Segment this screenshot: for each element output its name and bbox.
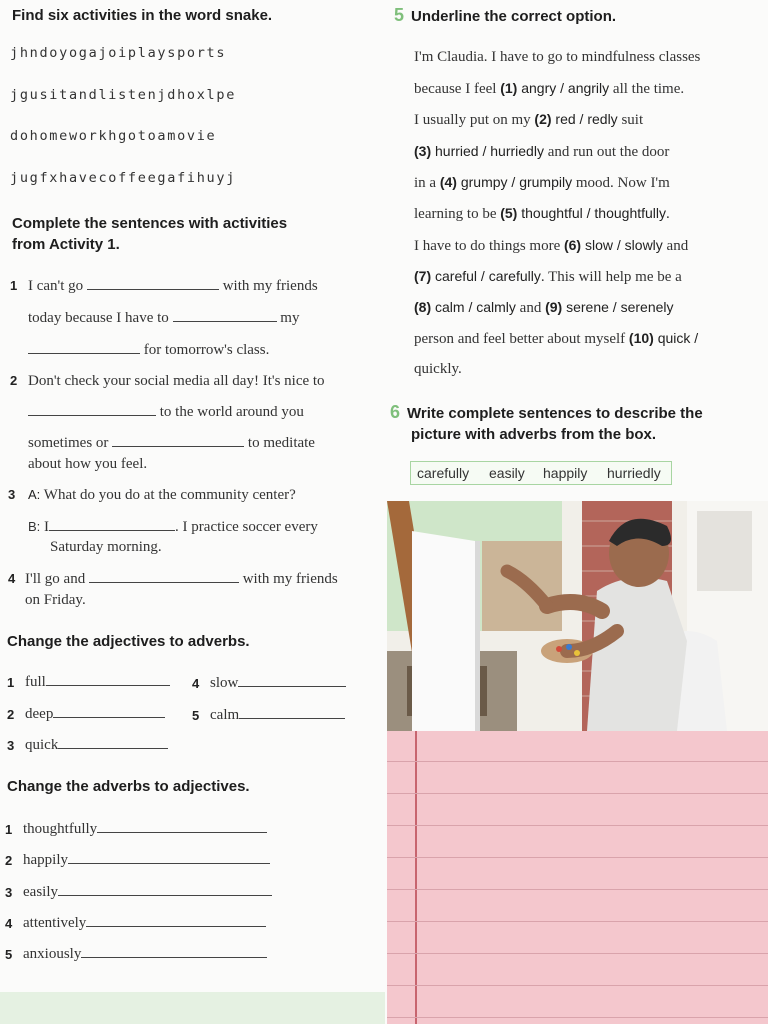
para-text: I have to do things more: [414, 238, 564, 254]
answer-blank[interactable]: [97, 821, 267, 833]
word-box-item: hurriedly: [607, 465, 661, 481]
para-line-1: [414, 49, 700, 66]
gap-number: (3): [414, 143, 432, 159]
para-text: suit: [617, 112, 644, 128]
sentence-2-line3: [28, 434, 315, 452]
sentence-text: with my friends: [222, 278, 318, 294]
para-text: I'm Claudia. I have to go to mindfulness classes: [414, 49, 701, 65]
sentence-1-line1: [28, 277, 318, 295]
ruled-line: [387, 857, 768, 858]
answer-blank[interactable]: [68, 852, 270, 864]
adverb-word: attentively: [23, 915, 87, 931]
item-number: 1: [10, 278, 18, 293]
answer-blank[interactable]: [86, 915, 266, 927]
answer-blank[interactable]: [49, 519, 175, 531]
item-number: 4: [5, 916, 13, 931]
activity5-title: [394, 5, 616, 27]
para-text: and: [515, 300, 546, 316]
para-text: because I feel: [414, 81, 501, 97]
word-box-item: carefully: [417, 465, 470, 481]
activity6-title: [390, 402, 703, 424]
para-line-5: [414, 174, 670, 192]
sentence-text: I'll go and: [25, 571, 86, 587]
answer-blank[interactable]: [173, 310, 277, 322]
para-text: and run out the door: [543, 144, 670, 160]
answer-blank[interactable]: [112, 435, 244, 447]
item-number: 4: [8, 571, 16, 586]
sentence-text: my: [280, 310, 300, 326]
adverb-word-box: [410, 461, 672, 485]
speaker-b-label: B:: [28, 519, 41, 534]
answer-blank[interactable]: [58, 737, 168, 749]
gap-number: (9): [545, 299, 563, 315]
option-choice[interactable]: red / redly: [551, 111, 618, 127]
item-number: 1: [7, 675, 15, 690]
gap-number: (5): [500, 205, 518, 221]
activity6-title-line1: Write complete sentences to describe the: [407, 405, 703, 422]
adverb-word: happily: [23, 852, 68, 868]
answer-blank[interactable]: [46, 674, 170, 686]
ruled-line: [387, 1017, 768, 1018]
para-text: . This will help me be a: [540, 269, 682, 285]
para-text: learning to be: [414, 206, 501, 222]
activity-number: 5: [394, 5, 405, 25]
dialogue-b-line: [28, 518, 318, 536]
adjective-word: quick: [25, 737, 59, 753]
adjective-word: slow: [210, 675, 239, 691]
option-choice[interactable]: slow / slowly: [581, 237, 663, 253]
option-choice[interactable]: calm / calmly: [431, 299, 516, 315]
ruled-line: [387, 825, 768, 826]
item-number: 5: [192, 708, 200, 723]
bottom-color-strip: [0, 992, 385, 1024]
word-box-item: happily: [543, 465, 588, 481]
adv-item-anxiously: [23, 945, 267, 963]
activity2-title-line1: Complete the sentences with activities: [12, 215, 288, 232]
item-number: 3: [8, 487, 16, 502]
sentence-2-line1: Don't check your social media all day! It's nice to: [28, 373, 325, 389]
para-text: quickly.: [414, 361, 462, 377]
answer-blank[interactable]: [28, 404, 156, 416]
ruled-line: [387, 953, 768, 954]
para-line-11: [414, 361, 462, 378]
adv-item-attentively: [23, 914, 266, 932]
sentence-text: I can't go: [28, 278, 84, 294]
item-number: 5: [5, 947, 13, 962]
ruled-line: [387, 793, 768, 794]
gap-number: (1): [500, 80, 518, 96]
gap-number: (8): [414, 299, 432, 315]
para-text: person and feel better about myself: [414, 331, 629, 347]
option-choice[interactable]: careful / carefully: [431, 268, 541, 284]
margin-line: [415, 731, 417, 1024]
adverb-word: easily: [23, 884, 58, 900]
adv-item-thoughtfully: [23, 820, 267, 838]
para-text: mood. Now I'm: [572, 175, 670, 191]
adjective-word: calm: [210, 707, 240, 723]
sentence-text: to the world around you: [159, 404, 304, 420]
para-line-10: [414, 330, 698, 348]
answer-blank[interactable]: [87, 278, 219, 290]
sentence-text: I: [44, 519, 50, 535]
gap-number: (4): [439, 174, 457, 190]
para-line-2: [414, 80, 684, 98]
adverb-word: anxiously: [23, 946, 82, 962]
para-line-7: [414, 237, 688, 255]
answer-blank[interactable]: [239, 707, 345, 719]
answer-blank[interactable]: [238, 675, 346, 687]
para-text: all the time.: [609, 81, 685, 97]
speaker-a-label: A:: [28, 487, 41, 502]
gap-number: (10): [628, 330, 654, 346]
dialogue-b-line2: Saturday morning.: [50, 539, 162, 555]
sentence-2-line4: about how you feel.: [28, 456, 148, 472]
writing-area[interactable]: [387, 731, 768, 1024]
option-choice[interactable]: thoughtful / thoughtfully: [517, 205, 667, 221]
item-number: 1: [5, 822, 13, 837]
para-line-9: [414, 299, 674, 317]
ruled-line: [387, 761, 768, 762]
item-number: 2: [10, 373, 18, 388]
adverb-word: thoughtfully: [23, 821, 98, 837]
gap-number: (6): [563, 237, 582, 253]
item-number: 2: [5, 853, 13, 868]
answer-blank[interactable]: [53, 706, 165, 718]
gap-number: (2): [534, 111, 552, 127]
activity1-title: Find six activities in the word snake.: [12, 7, 273, 24]
para-text: and: [662, 238, 689, 254]
adjective-word: deep: [25, 706, 54, 722]
activity2-title-line2: from Activity 1.: [12, 236, 120, 253]
word-snake-row-4: jugfxhavecoffeegafihuyj: [10, 170, 237, 186]
painter-illustration: [387, 501, 768, 731]
sentence-4-line1: [25, 570, 338, 588]
adv-item-easily: [23, 883, 272, 901]
item-number: 3: [7, 738, 15, 753]
answer-blank[interactable]: [58, 884, 272, 896]
gap-number: (7): [414, 268, 432, 284]
para-line-8: [414, 268, 682, 286]
answer-blank[interactable]: [81, 946, 267, 958]
activity6-title-line2: picture with adverbs from the box.: [411, 426, 657, 443]
option-choice[interactable]: grumpy / grumpily: [456, 174, 573, 190]
adj-item-quick: [25, 736, 168, 754]
activity4-title: Change the adverbs to adjectives.: [7, 778, 250, 795]
option-choice[interactable]: hurried / hurriedly: [431, 143, 544, 159]
para-text: .: [666, 206, 670, 222]
sentence-text: sometimes or: [28, 435, 109, 451]
adj-item-full: [25, 673, 170, 691]
para-line-6: [414, 205, 670, 223]
item-number: 3: [5, 885, 13, 900]
word-snake-row-3: dohomeworkhgotoamovie: [10, 128, 217, 144]
word-snake-row-1: jhndoyogajoiplaysports: [10, 45, 227, 61]
item-number: 4: [192, 676, 200, 691]
painter-photo: [387, 501, 768, 731]
ruled-line: [387, 921, 768, 922]
option-choice[interactable]: serene / serenely: [562, 299, 674, 315]
sentence-1-line3: [28, 341, 269, 359]
adj-item-slow: [210, 674, 346, 692]
adj-item-calm: [210, 706, 345, 724]
item-number: 2: [7, 707, 15, 722]
sentence-text: What do you do at the community center?: [43, 487, 296, 503]
sentence-text: with my friends: [242, 571, 338, 587]
ruled-line: [387, 985, 768, 986]
para-line-3: [414, 111, 643, 129]
sentence-text: to meditate: [247, 435, 315, 451]
sentence-text: today because I have to: [28, 310, 169, 326]
activity5-title-text: Underline the correct option.: [411, 8, 617, 25]
para-text: I usually put on my: [414, 112, 535, 128]
sentence-text: for tomorrow's class.: [143, 342, 270, 358]
adv-item-happily: [23, 851, 270, 869]
option-choice[interactable]: quick /: [653, 330, 699, 346]
adj-item-deep: [25, 705, 165, 723]
dialogue-a-line: [28, 486, 296, 504]
word-snake-row-2: jgusitandlistenjdhoxlpe: [10, 87, 237, 103]
activity-number: 6: [390, 402, 401, 422]
sentence-text: . I practice soccer every: [175, 519, 318, 535]
ruled-line: [387, 889, 768, 890]
answer-blank[interactable]: [28, 342, 140, 354]
option-choice[interactable]: angry / angrily: [517, 80, 610, 96]
activity3-title: Change the adjectives to adverbs.: [7, 633, 250, 650]
para-text: in a: [414, 175, 440, 191]
sentence-2-line2: [28, 403, 304, 421]
sentence-4-line2: on Friday.: [25, 592, 86, 608]
sentence-1-line2: [28, 309, 299, 327]
para-line-4: [414, 143, 669, 161]
word-box-item: easily: [489, 465, 525, 481]
adjective-word: full: [25, 674, 46, 690]
answer-blank[interactable]: [89, 571, 239, 583]
